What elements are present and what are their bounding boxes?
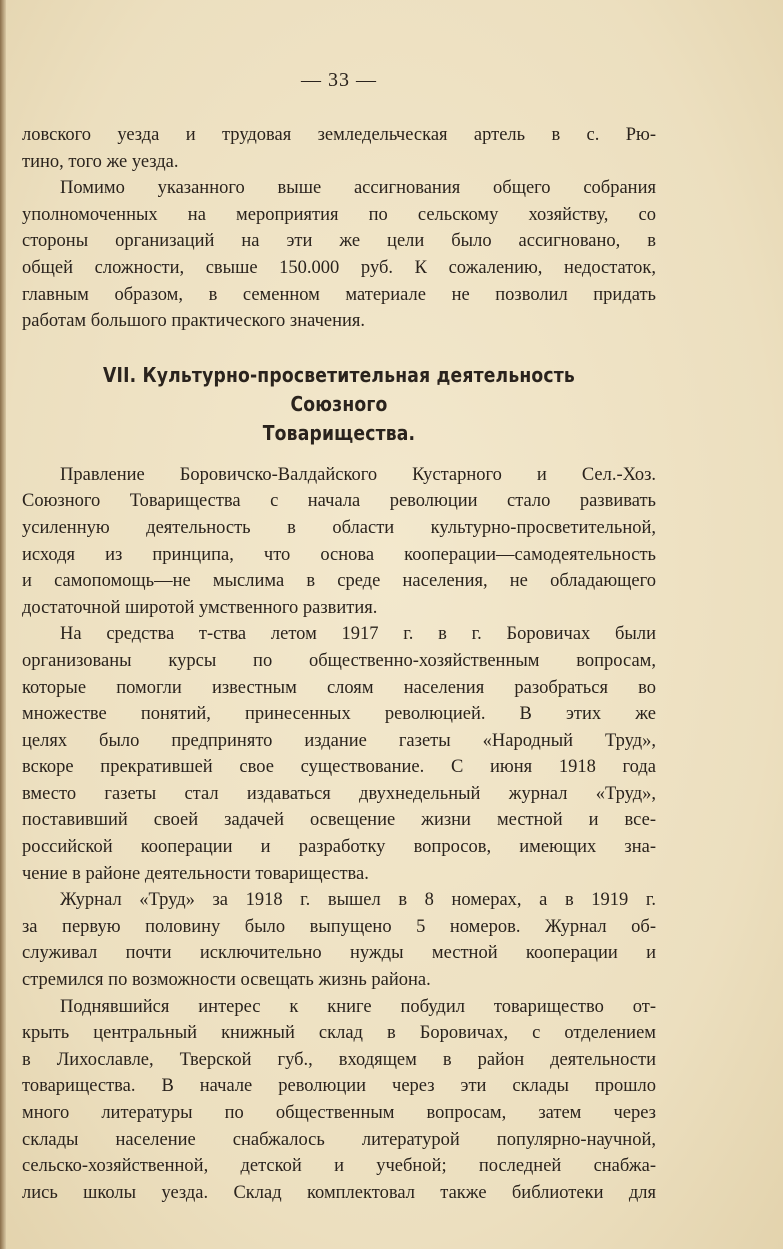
text-line: российской кооперации и разработку вопросов, имеющих зна- <box>22 837 656 858</box>
text-line: достаточной широтой умственного развития. <box>22 597 378 618</box>
paragraph-2 <box>22 175 656 335</box>
page-number: — 33 — <box>301 69 377 91</box>
text-line: усиленную деятельность в области культурно-просветительной, <box>22 517 656 538</box>
text-line: служивал почти исключительно нужды местной кооперации и <box>22 943 656 964</box>
text-line: поставивший своей задачей освещение жизни местной и все- <box>22 810 656 831</box>
text-line: уполномоченных на мероприятия по сельскому хозяйству, со <box>22 204 656 225</box>
text-line: и самопомощь—не мыслима в среде населения, не обладающего <box>22 571 656 592</box>
text-line: вместо газеты стал издаваться двухнедельный журнал «Труд», <box>22 783 656 804</box>
text-line: исходя из принципа, что основа кооперации—самодеятельность <box>22 544 656 565</box>
text-line: множестве понятий, принесенных революцией. В этих же <box>22 704 656 725</box>
text-line: организованы курсы по общественно-хозяйственным вопросам, <box>22 650 656 671</box>
text-line: много литературы по общественным вопросам, затем через <box>22 1103 656 1123</box>
text-line: товарищества. В начале революции через эти склады прошло <box>22 1076 656 1097</box>
text-line: лись школы уезда. Склад комплектовал также библиотеки для <box>22 1182 656 1203</box>
paragraph-1 <box>22 122 656 175</box>
text-line: склады население снабжалось литературой популярно-научной, <box>22 1129 656 1150</box>
page-spine-shadow <box>0 0 6 1249</box>
text-line: крыть центральный книжный склад в Боровичах, с отделением <box>22 1023 656 1044</box>
text-line: за первую половину было выпущено 5 номеров. Журнал об- <box>22 916 656 937</box>
text-line: целях было предпринято издание газеты «Народный Труд», <box>22 730 656 751</box>
text-line: сельско-хозяйственной, детской и учебной; последней снабжа- <box>22 1156 656 1177</box>
text-line: Журнал «Труд» за 1918 г. вышел в 8 номерах, а в 1919 г. <box>60 890 656 911</box>
text-line: вскоре прекратившей свое существование. С июня 1918 года <box>22 757 656 778</box>
text-line: ловского уезда и трудовая земледельческая артель в с. Рю- <box>22 125 656 145</box>
text-line: Помимо указанного выше ассигнования общего собрания <box>60 178 656 199</box>
section-heading-line-2: Товарищества. <box>262 420 416 445</box>
section-paragraph-4 <box>22 994 656 1207</box>
text-line: общей сложности, свыше 150.000 руб. К сожалению, недостаток, <box>22 257 656 278</box>
section-paragraph-2 <box>22 621 656 887</box>
text-line: тино, того же уезда. <box>22 151 179 172</box>
section-heading-line-1: VII. Культурно-просветительная деятельность Союзного <box>103 362 575 416</box>
text-line: На средства т-ства летом 1917 г. в г. Боровичах были <box>60 624 656 645</box>
text-line: главным образом, в семенном материале не позволил придать <box>22 284 656 305</box>
text-line: которые помогли известным слоям населения разобраться во <box>22 677 656 698</box>
text-line: в Лихославле, Тверской губ., входящем в район деятельности <box>22 1049 656 1070</box>
text-line: стремился по возможности освещать жизнь района. <box>22 970 431 991</box>
text-line: Поднявшийся интерес к книге побудил товарищество от- <box>60 996 656 1017</box>
text-line: стороны организаций на эти же цели было ассигновано, в <box>22 231 656 252</box>
section-paragraph-3 <box>22 887 656 993</box>
section-paragraph-1 <box>22 462 656 622</box>
section-heading <box>66 361 611 448</box>
page-text-block <box>22 60 656 1206</box>
text-line: Союзного Товарищества с начала революции стало развивать <box>22 491 656 512</box>
text-line: работам большого практического значения. <box>22 311 366 332</box>
text-line: Правление Боровичско-Валдайского Кустарного и Сел.-Хоз. <box>60 464 656 485</box>
text-line: чение в районе деятельности товарищества. <box>22 863 369 884</box>
